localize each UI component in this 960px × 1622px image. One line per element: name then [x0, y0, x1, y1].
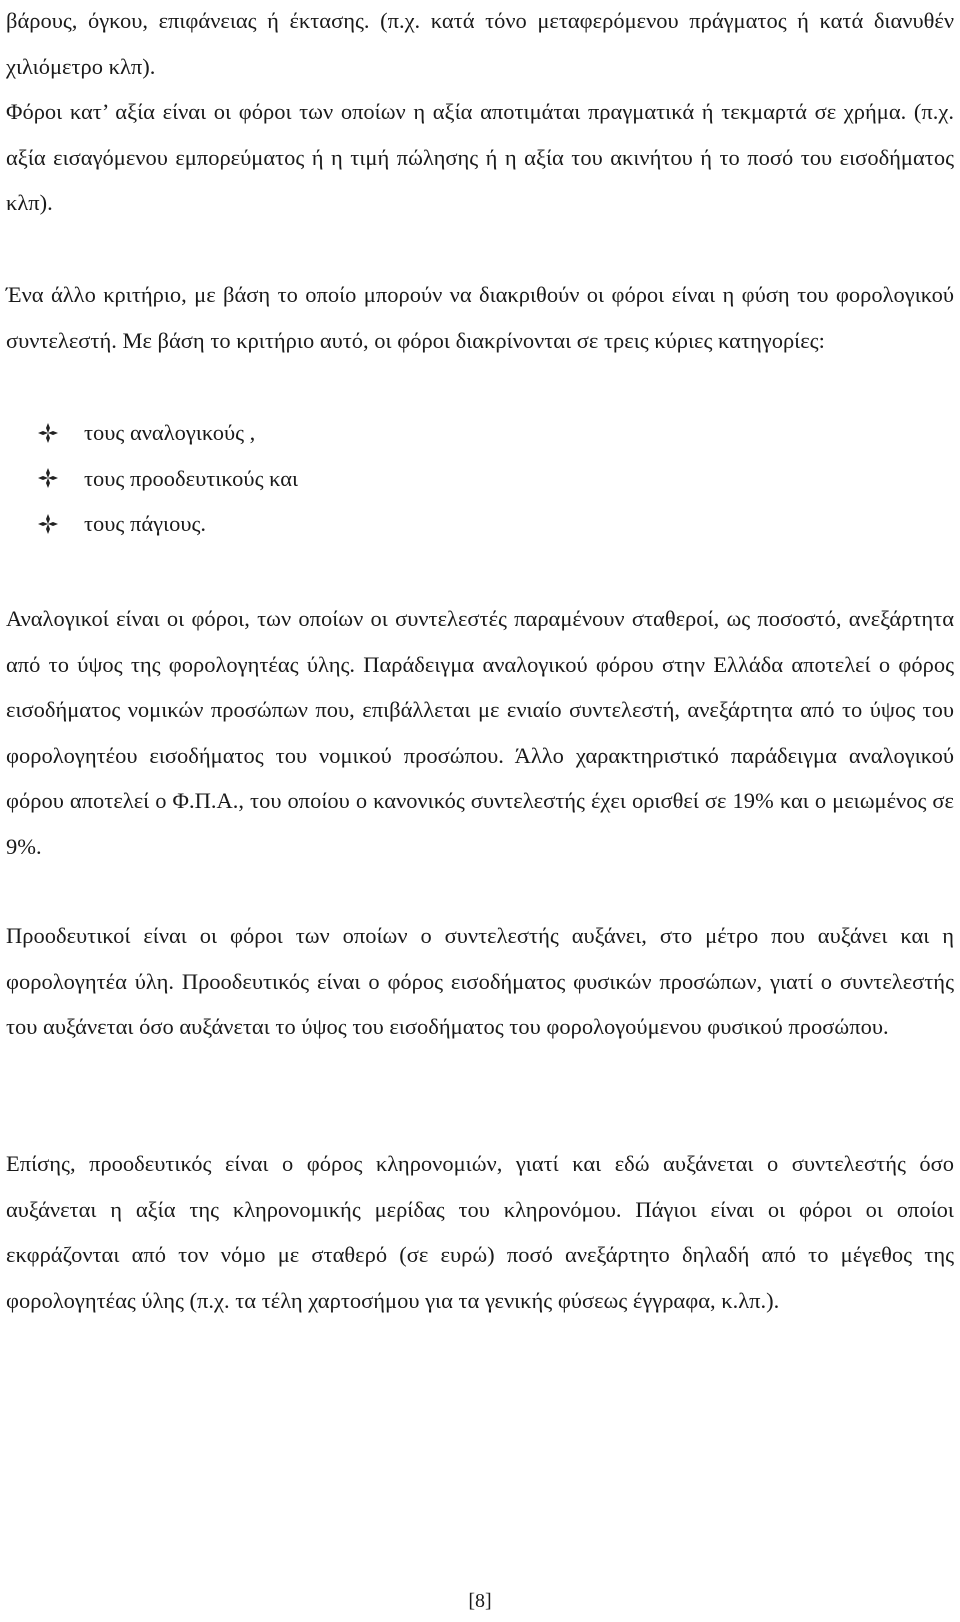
paragraph-progressive-taxes: Προοδευτικοί είναι οι φόροι των οποίων ο συντελεστής αυξάνει, στο μέτρο που αυξάνει και η φορολογητέα ύλη. Προοδευτικός είναι ο φόρος εισοδήματος φυσικών προσώπων, γιατί ο συντελεστής του αυξάνεται όσο αυξάνεται το ύψος του εισοδήματος του φορολογούμενου φυσικού προσώπου.	[6, 923, 954, 1040]
diamond-bullet-icon	[36, 466, 60, 490]
diamond-bullet-icon	[36, 421, 60, 445]
paragraph-measures-by-weight: βάρους, όγκου, επιφάνειας ή έκτασης. (π.χ. κατά τόνο μεταφερόμενου πράγματος ή κατά διανυθέν χιλιόμετρο κλπ).	[6, 8, 954, 79]
list-item-text: τους προοδευτικούς και	[84, 465, 299, 491]
list-item-text: τους πάγιους.	[84, 511, 207, 537]
list-item-text: τους αναλογικούς ,	[84, 420, 256, 445]
page-number: [8]	[468, 1590, 492, 1612]
tax-categories-list	[6, 410, 906, 547]
diamond-bullet-icon	[36, 512, 60, 536]
paragraph-tax-rate-criterion: Ένα άλλο κριτήριο, με βάση το οποίο μπορούν να διακριθούν οι φόροι είναι η φύση του φορολογικού συντελεστή. Με βάση το κριτήριο αυτό, οι φόροι διακρίνονται σε τρεις κύριες κατηγορίες:	[6, 282, 954, 353]
list-item	[6, 456, 906, 502]
paragraph-ad-valorem-taxes: Φόροι κατ’ αξία είναι οι φόροι των οποίων η αξία αποτιμάται πραγματικά ή τεκμαρτά σε χρήμα. (π.χ. αξία εισαγόμενου εμπορεύματος ή η τιμή πώλησης ή η αξία του ακινήτου ή το ποσό του εισοδήματος κλπ).	[6, 99, 954, 216]
paragraph-proportional-taxes: Αναλογικοί είναι οι φόροι, των οποίων οι συντελεστές παραμένουν σταθεροί, ως ποσοστό, ανεξάρτητα από το ύψος της φορολογητέας ύλης. Παράδειγμα αναλογικού φόρου στην Ελλάδα αποτελεί ο φόρος εισοδήματος νομικών προσώπων που, επιβάλλεται με ενιαίο συντελεστή, ανεξάρτητα από το ύψος του φορολογητέου εισοδήματος του νομικού προσώπου. Άλλο χαρακτηριστικό παράδειγμα αναλογικού φόρου αποτελεί ο Φ.Π.Α., του οποίου ο κανονικός συντελεστής έχει ορισθεί σε 19% και ο μειωμένος σε 9%.	[6, 606, 954, 859]
paragraph-inheritance-and-fixed-taxes: Επίσης, προοδευτικός είναι ο φόρος κληρονομιών, γιατί και εδώ αυξάνεται ο συντελεστής όσο αυξάνεται η αξία της κληρονομικής μερίδας του κληρονόμου. Πάγιοι είναι οι φόροι οι οποίοι εκφράζονται από τον νόμο με σταθερό (σε ευρώ) ποσό ανεξάρτητο δηλαδή από το μέγεθος της φορολογητέας ύλης (π.χ. τα τέλη χαρτοσήμου για τα γενικής φύσεως έγγραφα, κ.λπ.).	[6, 1151, 954, 1313]
list-item	[6, 410, 906, 456]
list-item	[6, 501, 906, 547]
